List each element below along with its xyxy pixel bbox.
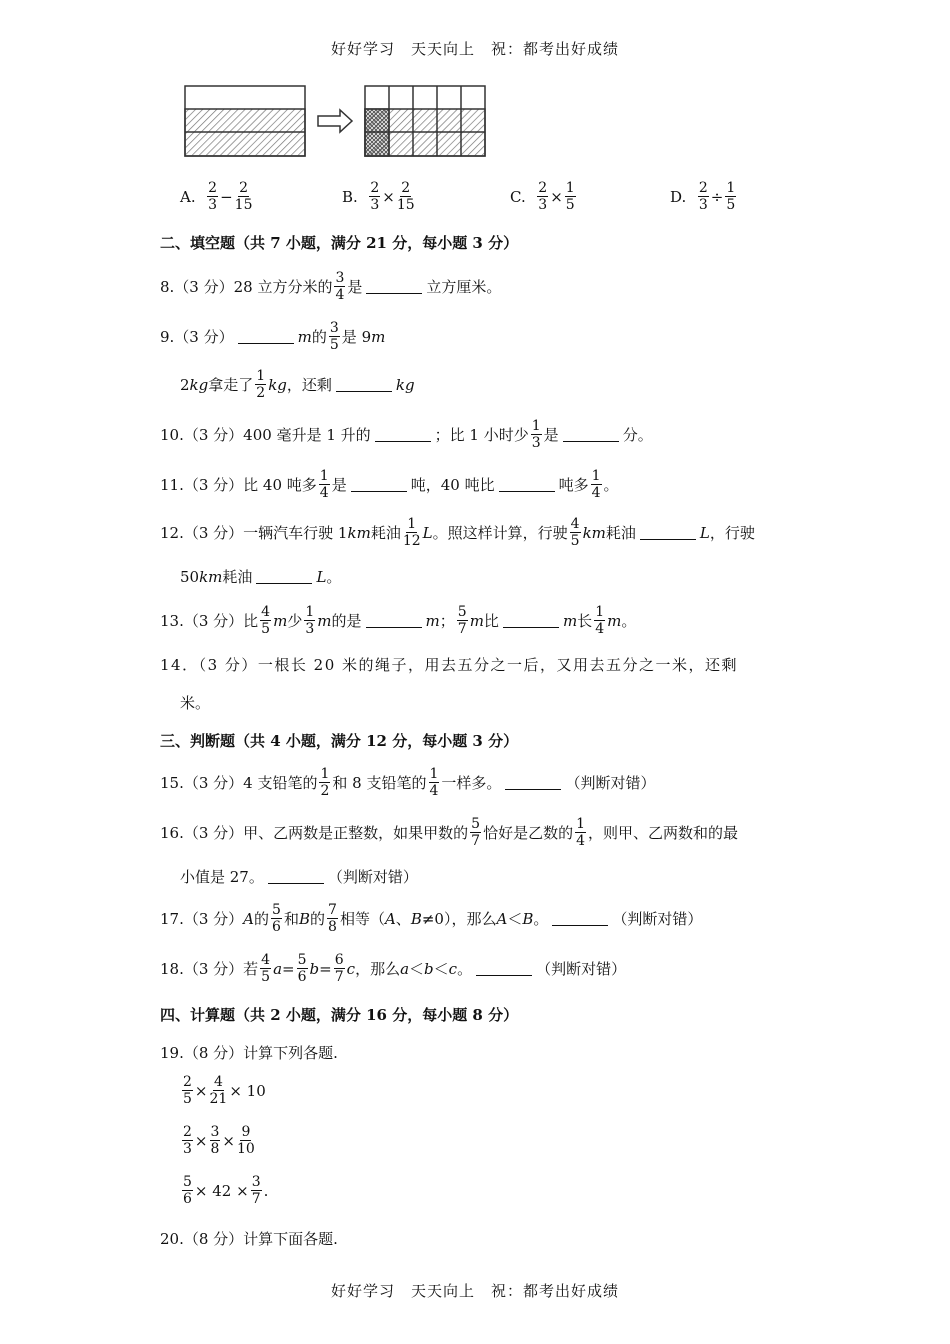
question-19: 19.（8 分）计算下列各题.	[160, 1044, 338, 1062]
page-header: 好好学习 天天向上 祝：都考出好成绩	[330, 40, 619, 58]
question-10: 10.（3 分）400 毫升是 1 升的 ；比 1 小时少 $\frac{1}{3}$ 是 分。	[160, 418, 653, 451]
question-19-expr-1: $\frac{2}{5}$ × $\frac{4}{21}$ × 10	[183, 1074, 266, 1107]
answer-blank[interactable]	[499, 477, 555, 492]
answer-blank[interactable]	[640, 525, 696, 540]
answer-blank[interactable]	[476, 961, 532, 976]
section-4-title: 四、计算题（共 2 小题，满分 16 分，每小题 8 分）	[160, 1006, 519, 1024]
option-d[interactable]: D. $\frac{2}{3}$ ÷ $\frac{1}{5}$	[670, 180, 736, 213]
question-9-part-2: 2 kg 拿走了 $\frac{1}{2}$ kg ，还剩 kg	[180, 368, 415, 401]
answer-blank[interactable]	[552, 911, 608, 926]
question-14-part-2: 米。	[180, 694, 211, 712]
question-15: 15.（3 分）4 支铅笔的 $\frac{1}{2}$ 和 8 支铅笔的 $\frac{1}{4}$ 一样多。 （判断对错）	[160, 766, 656, 799]
question-12-part-2: 50 km 耗油 L 。	[180, 567, 342, 586]
answer-blank[interactable]	[336, 377, 392, 392]
answer-blank[interactable]	[366, 279, 422, 294]
question-16: 16.（3 分）甲、乙两数是正整数，如果甲数的 $\frac{5}{7}$ 恰好是乙数的 $\frac{1}{4}$ ，则甲、乙两数和的最	[160, 816, 739, 849]
answer-blank[interactable]	[375, 427, 431, 442]
answer-blank[interactable]	[503, 613, 559, 628]
question-14: 14．（3 分）一根长 20 米的绳子，用去五分之一后，又用去五分之一米，还剩	[160, 656, 739, 674]
option-b[interactable]: B. $\frac{2}{3}$ × $\frac{2}{15}$	[342, 180, 415, 213]
page-footer: 好好学习 天天向上 祝：都考出好成绩	[330, 1282, 619, 1300]
question-12: 12.（3 分）一辆汽车行驶 1 km 耗油 $\frac{1}{12}$ L 。照这样计算，行驶 $\frac{4}{5}$ km 耗油 L ，行驶	[160, 516, 755, 549]
fraction-diagram	[180, 82, 500, 162]
section-3-title: 三、判断题（共 4 小题，满分 12 分，每小题 3 分）	[160, 732, 519, 750]
option-c[interactable]: C. $\frac{2}{3}$ × $\frac{1}{5}$	[510, 180, 575, 213]
answer-blank[interactable]	[256, 569, 312, 584]
question-16-part-2: 小值是 27。 （判断对错）	[180, 868, 418, 886]
question-18: 18.（3 分）若 $\frac{4}{5}$ a = $\frac{5}{6}$ b = $\frac{6}{7}$ c ，那么 a ＜ b ＜ c 。 （判断对错）	[160, 952, 627, 985]
question-8: 8.（3 分）28 立方分米的 $\frac{3}{4}$ 是 立方厘米。	[160, 270, 502, 303]
question-19-expr-2: $\frac{2}{3}$ × $\frac{3}{8}$ × $\frac{9}{10}$	[183, 1124, 255, 1157]
answer-blank[interactable]	[351, 477, 407, 492]
question-20: 20.（8 分）计算下面各题.	[160, 1230, 338, 1248]
answer-blank[interactable]	[238, 329, 294, 344]
section-2-title: 二、填空题（共 7 小题，满分 21 分，每小题 3 分）	[160, 234, 519, 252]
question-19-expr-3: $\frac{5}{6}$ × 42 × $\frac{3}{7}$ .	[183, 1174, 269, 1207]
right-rectangle	[365, 86, 485, 156]
answer-blank[interactable]	[505, 775, 561, 790]
option-a[interactable]: A. $\frac{2}{3}$ − $\frac{2}{15}$	[180, 180, 253, 213]
arrow-icon	[318, 110, 352, 132]
question-17: 17.（3 分） A 的 $\frac{5}{6}$ 和 B 的 $\frac{7}{8}$ 相等（ A 、 B ≠0），那么 A ＜ B 。 （判断对错）	[160, 902, 703, 935]
answer-blank[interactable]	[268, 869, 324, 884]
answer-blank[interactable]	[563, 427, 619, 442]
left-rectangle	[185, 86, 305, 156]
question-9: 9.（3 分） m 的 $\frac{3}{5}$ 是 9 m	[160, 320, 386, 353]
question-13: 13.（3 分）比 $\frac{4}{5}$ m 少 $\frac{1}{3}$ m 的是 m ； $\frac{5}{7}$ m 比 m 长 $\frac{1}{4}$ m 。	[160, 604, 637, 637]
question-11: 11.（3 分）比 40 吨多 $\frac{1}{4}$ 是 吨，40 吨比 吨多 $\frac{1}{4}$ 。	[160, 468, 619, 501]
answer-blank[interactable]	[366, 613, 422, 628]
